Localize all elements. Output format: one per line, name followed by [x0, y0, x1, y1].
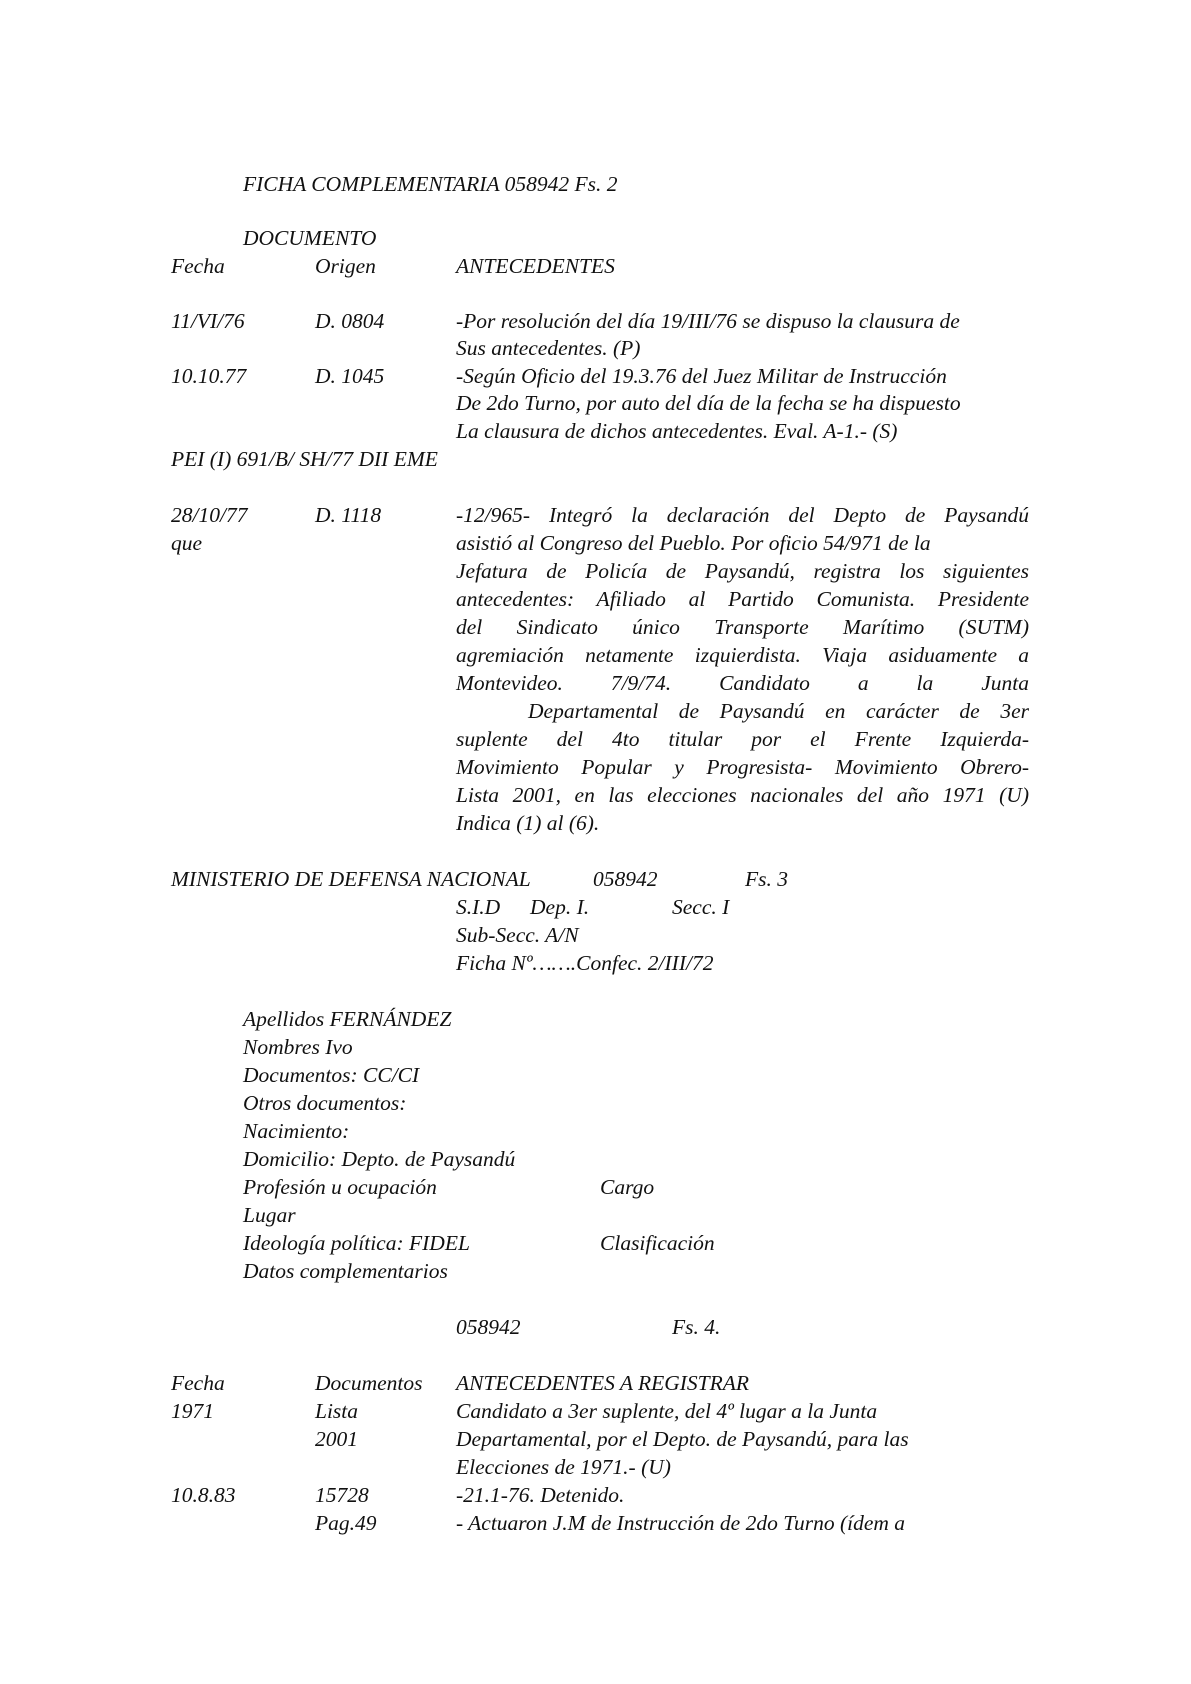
file-number-2: 058942: [456, 1315, 521, 1339]
field-ideologia: Ideología política: FIDEL: [243, 1231, 470, 1255]
row3-fecha: 28/10/77: [171, 503, 248, 527]
pei-reference: PEI (I) 691/B/ SH/77 DII EME: [171, 447, 438, 471]
row3-line: agremiación netamente izquierdista. Viaja asiduamente a: [456, 643, 1029, 667]
row3-line: suplente del 4to titular por el Frente Izquierda-: [456, 727, 1029, 751]
row3-line: Departamental de Paysandú en carácter de 3er: [528, 699, 1029, 723]
col-antecedentes-header: ANTECEDENTES: [456, 254, 615, 278]
reg-row2-line: - Actuaron J.M de Instrucción de 2do Turno (ídem a: [456, 1511, 906, 1535]
row2-line: La clausura de dichos antecedentes. Eval. A-1.- (S): [456, 419, 898, 443]
row2-line: De 2do Turno, por auto del día de la fecha se ha dispuesto: [456, 391, 961, 415]
row3-line: antecedentes: Afiliado al Partido Comunista. Presidente: [456, 587, 1029, 611]
row1-line: Sus antecedentes. (P): [456, 336, 641, 360]
sid-label: S.I.D: [456, 895, 501, 919]
reg-row1-doc: Lista: [315, 1399, 359, 1423]
folio-number-2: Fs. 4.: [672, 1315, 721, 1339]
row3-line: del Sindicato único Transporte Marítimo (SUTM): [456, 615, 1029, 639]
row3-line: Jefatura de Policía de Paysandú, registra los siguientes: [456, 559, 1029, 583]
col-fecha-header-2: Fecha: [171, 1371, 225, 1395]
row2-fecha: 10.10.77: [171, 364, 247, 388]
col-origen-header: Origen: [315, 254, 376, 278]
field-profesion: Profesión u ocupación: [243, 1175, 437, 1199]
row3-fecha-continuation: que: [171, 531, 203, 555]
row3-line: -12/965- Integró la declaración del Depto de Paysandú: [456, 503, 1029, 527]
row3-line: Montevideo. 7/9/74. Candidato a la Junta: [456, 671, 1029, 695]
ministry-heading: MINISTERIO DE DEFENSA NACIONAL: [171, 867, 531, 891]
row3-line: Indica (1) al (6).: [456, 811, 600, 835]
field-clasificacion: Clasificación: [600, 1231, 715, 1255]
row1-origen: D. 0804: [315, 309, 385, 333]
ficha-label: Ficha Nº…….Confec. 2/III/72: [456, 951, 714, 975]
col-antecedentes-registrar-header: ANTECEDENTES A REGISTRAR: [456, 1371, 750, 1395]
row1-fecha: 11/VI/76: [171, 309, 245, 333]
reg-row1-line: Departamental, por el Depto. de Paysandú, para las: [456, 1427, 909, 1451]
col-fecha-header: Fecha: [171, 254, 225, 278]
reg-row2-fecha: 10.8.83: [171, 1483, 236, 1507]
field-nacimiento: Nacimiento:: [243, 1119, 350, 1143]
secc-label: Secc. I: [672, 895, 730, 919]
folio-number: Fs. 3: [745, 867, 788, 891]
reg-row1-fecha: 1971: [171, 1399, 214, 1423]
col-documentos-header: Documentos: [315, 1371, 423, 1395]
reg-row1-line: Elecciones de 1971.- (U): [456, 1455, 671, 1479]
row1-line: -Por resolución del día 19/III/76 se dispuso la clausura de: [456, 309, 960, 333]
field-apellidos: Apellidos FERNÁNDEZ: [243, 1007, 452, 1031]
field-cargo: Cargo: [600, 1175, 655, 1199]
field-domicilio: Domicilio: Depto. de Paysandú: [243, 1147, 516, 1171]
field-nombres: Nombres Ivo: [243, 1035, 353, 1059]
reg-row2-doc: 15728: [315, 1483, 369, 1507]
row3-line: Lista 2001, en las elecciones nacionales del año 1971 (U): [456, 783, 1029, 807]
dep-label: Dep. I.: [530, 895, 590, 919]
documento-heading: DOCUMENTO: [243, 226, 377, 250]
reg-row1-doc: 2001: [315, 1427, 358, 1451]
row3-line: Movimiento Popular y Progresista- Movimiento Obrero-: [456, 755, 1029, 779]
field-otros-documentos: Otros documentos:: [243, 1091, 407, 1115]
row2-origen: D. 1045: [315, 364, 385, 388]
row3-origen: D. 1118: [315, 503, 382, 527]
field-datos-complementarios: Datos complementarios: [243, 1259, 448, 1283]
reg-row2-line: -21.1-76. Detenido.: [456, 1483, 625, 1507]
field-lugar: Lugar: [243, 1203, 296, 1227]
row3-line: asistió al Congreso del Pueblo. Por oficio 54/971 de la: [456, 531, 931, 555]
file-number: 058942: [593, 867, 658, 891]
row2-line: -Según Oficio del 19.3.76 del Juez Militar de Instrucción: [456, 364, 947, 388]
page-title: FICHA COMPLEMENTARIA 058942 Fs. 2: [243, 172, 618, 196]
reg-row1-line: Candidato a 3er suplente, del 4º lugar a la Junta: [456, 1399, 878, 1423]
reg-row2-doc: Pag.49: [315, 1511, 377, 1535]
subsecc-label: Sub-Secc. A/N: [456, 923, 579, 947]
field-documentos: Documentos: CC/CI: [243, 1063, 420, 1087]
